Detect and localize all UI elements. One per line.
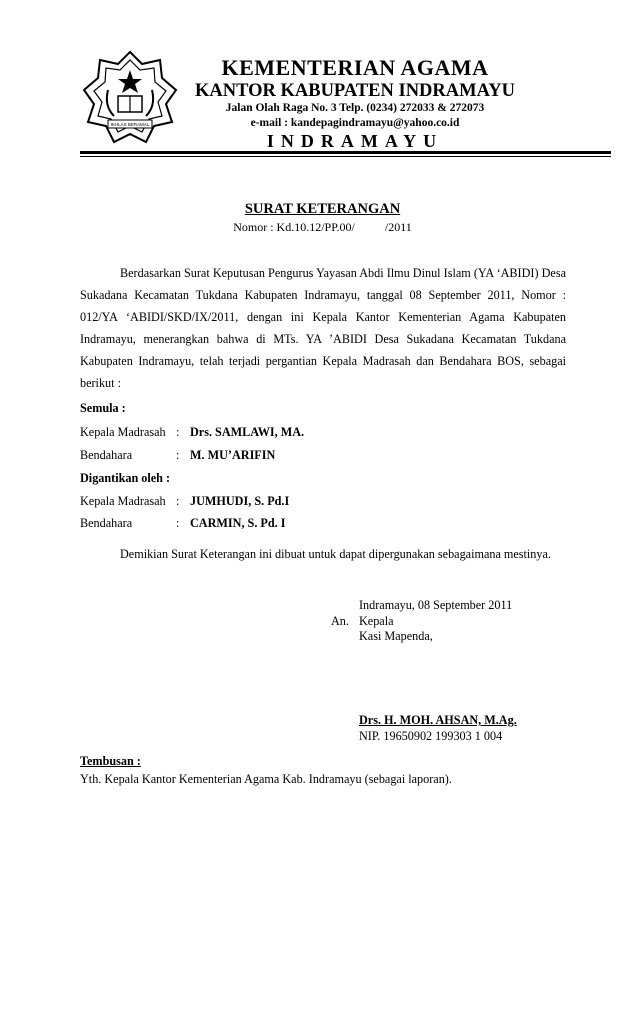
signatory-nip: NIP. 19650902 199303 1 004 bbox=[359, 729, 503, 743]
signatory-name: Drs. H. MOH. AHSAN, M.Ag. bbox=[359, 713, 517, 727]
letter-body-text: Berdasarkan Surat Keputusan Pengurus Yayasan Abdi Ilmu Dinul Islam (YA ‘ABIDI) Desa Sukadana Kecamatan Tukdana Kabupaten Indramayu, tanggal 08 September 2011, Nomor : 012/YA ‘ABIDI/SKD/IX/2011, dengan ini Kepala Kantor Kementerian Agama Kabupaten Indramayu, menerangkan bahwa di MTs. YA ’ABIDI Desa Sukadana Kecamatan Tukdana Kabupaten Indramayu, telah terjadi pergantian Kepala Madrasah dan Bendahara BOS, sebagai berikut : bbox=[80, 266, 566, 390]
signature-place-date: Indramayu, 08 September 2011 bbox=[359, 598, 513, 612]
office-name: KANTOR KABUPATEN INDRAMAYU bbox=[194, 81, 515, 101]
office-email: e-mail : kandepagindramayu@yahoo.co.id bbox=[250, 117, 460, 129]
logo-ribbon-text: IKHLAS BERAMAL bbox=[110, 122, 150, 127]
ministry-logo bbox=[82, 50, 178, 146]
letter-number: Nomor : Kd.10.12/PP.00/ /2011 bbox=[233, 220, 412, 234]
closing-paragraph bbox=[80, 546, 560, 563]
tembusan-heading: Tembusan : bbox=[80, 754, 141, 768]
signature-an: An. bbox=[331, 614, 349, 628]
letter-body bbox=[80, 262, 566, 394]
letterhead-rule-thick bbox=[80, 151, 611, 154]
letterhead-rule-thin bbox=[80, 156, 611, 157]
office-address: Jalan Olah Raga No. 3 Telp. (0234) 272033 & 272073 bbox=[225, 102, 485, 114]
signature-role: Kepala bbox=[359, 614, 394, 628]
letter-title: SURAT KETERANGAN bbox=[244, 201, 401, 217]
tembusan-text: Yth. Kepala Kantor Kementerian Agama Kab. Indramayu (sebagai laporan). bbox=[80, 772, 452, 786]
semula-row: Kepala Madrasah : Drs. SAMLAWI, MA. bbox=[80, 425, 305, 439]
semula-heading: Semula : bbox=[80, 401, 126, 415]
diganti-row: Bendahara : CARMIN, S. Pd. I bbox=[80, 516, 286, 530]
closing-text: Demikian Surat Keterangan ini dibuat untuk dapat dipergunakan sebagaimana mestinya. bbox=[120, 547, 551, 561]
signature-role-sub: Kasi Mapenda, bbox=[359, 629, 433, 643]
ministry-name: KEMENTERIAN AGAMA bbox=[221, 55, 489, 80]
diganti-heading: Digantikan oleh : bbox=[80, 471, 171, 485]
diganti-row: Kepala Madrasah : JUMHUDI, S. Pd.I bbox=[80, 494, 290, 508]
office-city: INDRAMAYU bbox=[266, 131, 444, 151]
semula-row: Bendahara : M. MU’ARIFIN bbox=[80, 448, 276, 462]
